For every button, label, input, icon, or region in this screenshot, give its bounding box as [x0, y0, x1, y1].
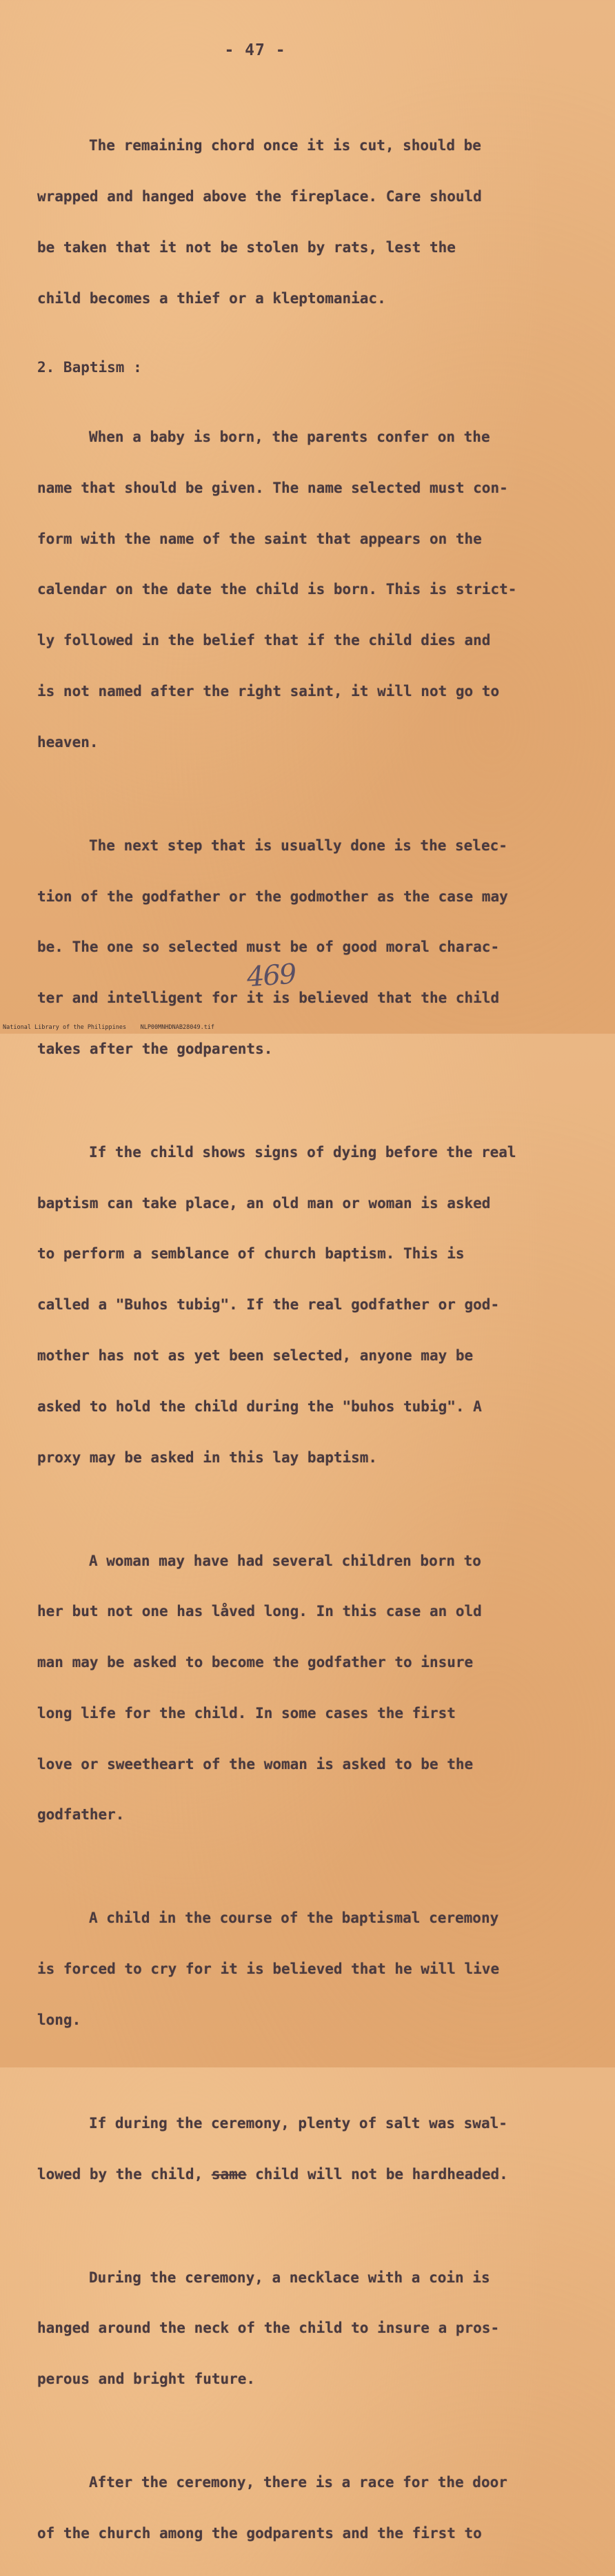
text-line: is not named after the right saint, it will not go to [37, 683, 500, 699]
paragraph-crying [37, 1876, 589, 2063]
struck-word: same [211, 2165, 247, 2183]
text-line: A child in the course of the baptismal ceremony [89, 1910, 499, 1927]
paragraph-naming [37, 395, 589, 785]
text-line: A woman may have had several children born to [89, 1552, 481, 1569]
text-line: long life for the child. In some cases the first [37, 1704, 456, 1721]
text-line: heaven. [37, 733, 99, 750]
text-line: called a "Buhos tubig". If the real godfather or god- [37, 1296, 500, 1313]
text-line: of the church among the godparents and the first to [37, 2524, 482, 2542]
text-line: form with the name of the saint that appears on the [37, 530, 482, 547]
text-line: If the child shows signs of dying before the real [89, 1143, 516, 1161]
text-line: After the ceremony, there is a race for the door [89, 2474, 507, 2491]
paragraph-necklace [37, 2235, 589, 2422]
text-line: to perform a semblance of church baptism. This is [37, 1245, 465, 1263]
text-line: asked to hold the child during the "buhos tubig". A [37, 1398, 482, 1415]
text-fragment: child will not be hardheaded. [246, 2165, 508, 2183]
text-line: The next step that is usually done is the selec- [89, 837, 507, 854]
text-line: baptism can take place, an old man or woman is asked [37, 1194, 491, 1212]
paragraph-umbilical-cord [37, 103, 589, 340]
text-line: takes after the godparents. [37, 1040, 273, 1057]
paragraph-buhos-tubig [37, 1110, 589, 1500]
paragraph-salt [37, 2081, 589, 2217]
text-line: long. [37, 2011, 81, 2028]
text-line: her but not one has låved long. In this case an old [37, 1603, 482, 1620]
section-heading-baptism: 2. Baptism : [37, 359, 142, 376]
text-line: If during the ceremony, plenty of salt was swal- [89, 2114, 507, 2132]
paragraph-race [37, 2440, 589, 2576]
text-line: ly followed in the belief that if the child dies and [37, 632, 491, 649]
paragraph-long-life [37, 1518, 589, 1857]
text-line: tion of the godfather or the godmother as the case may [37, 888, 508, 905]
handwritten-page-number: 469 [245, 958, 296, 994]
text-line: man may be asked to become the godfather to insure [37, 1654, 474, 1671]
paragraph-godparent-selection [37, 804, 589, 1092]
text-line: wrapped and hanged above the fireplace. Care should [37, 187, 482, 205]
text-line: love or sweetheart of the woman is asked to be the [37, 1755, 474, 1772]
text-line: When a baby is born, the parents confer on the [89, 429, 490, 446]
text-line: perous and bright future. [37, 2371, 256, 2388]
text-line: be. The one so selected must be of good moral charac- [37, 939, 500, 956]
scan-footer: National Library of the Philippines NLP00MNHDNAB28049.tif [3, 1024, 215, 1031]
document-body [37, 103, 589, 2576]
text-line: ter and intelligent for it is believed that the child [37, 990, 500, 1007]
text-line: During the ceremony, a necklace with a coin is [89, 2269, 490, 2286]
text-line: calendar on the date the child is born. This is strict- [37, 581, 517, 598]
text-line [37, 2166, 589, 2183]
text-line: godfather. [37, 1806, 125, 1823]
text-line: proxy may be asked in this lay baptism. [37, 1449, 378, 1466]
page-number: - 47 - [224, 41, 286, 59]
text-line: mother has not as yet been selected, anyone may be [37, 1347, 474, 1364]
text-line: hanged around the neck of the child to insure a pros- [37, 2320, 500, 2337]
text-line: child becomes a thief or a kleptomaniac. [37, 289, 386, 307]
text-fragment: lowed by the child, [37, 2165, 212, 2183]
text-line: be taken that it not be stolen by rats, lest the [37, 238, 456, 256]
text-line: name that should be given. The name selected must con- [37, 479, 508, 496]
text-line: is forced to cry for it is believed that he will live [37, 1961, 500, 1978]
text-line: The remaining chord once it is cut, should be [89, 137, 481, 154]
